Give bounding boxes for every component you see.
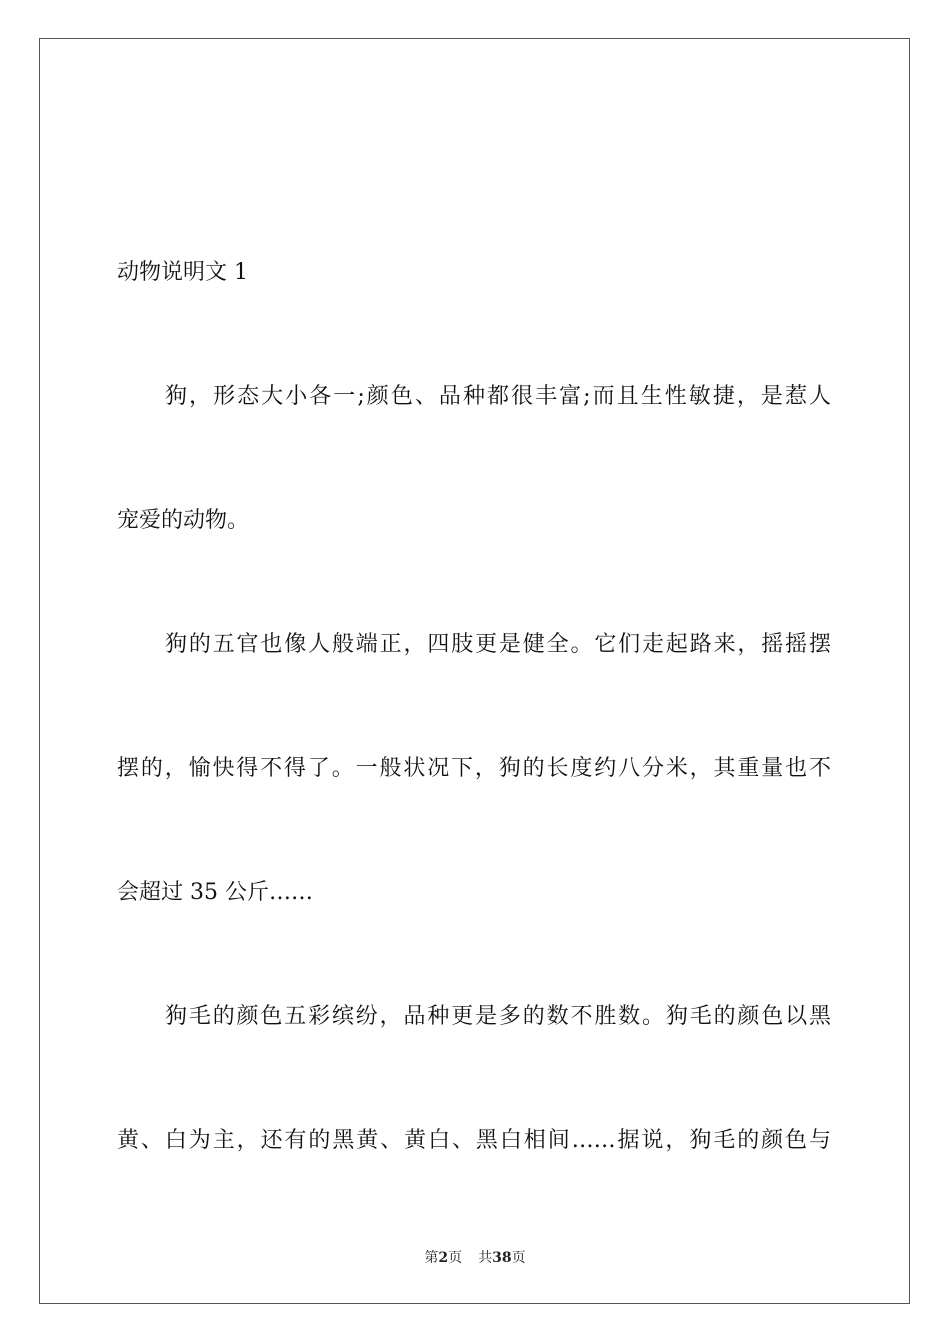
total-prefix: 共 bbox=[478, 1250, 493, 1266]
page-border bbox=[39, 38, 910, 1304]
total-pages-number: 38 bbox=[492, 1250, 512, 1266]
document-heading: 动物说明文 1 bbox=[117, 260, 248, 285]
current-page-number: 2 bbox=[438, 1250, 449, 1266]
paragraph-2-line-1: 狗的五官也像人般端正，四肢更是健全。它们走起路来，摇摇摆 bbox=[165, 632, 831, 657]
paragraph-2-line-3: 会超过 35 公斤…… bbox=[117, 880, 313, 905]
page-footer bbox=[0, 1247, 950, 1267]
page-prefix: 第 bbox=[424, 1250, 439, 1266]
paragraph-1-line-2: 宠爱的动物。 bbox=[117, 508, 250, 533]
paragraph-3-line-1: 狗毛的颜色五彩缤纷，品种更是多的数不胜数。狗毛的颜色以黑 bbox=[165, 1004, 831, 1029]
page-suffix: 页 bbox=[448, 1250, 463, 1266]
paragraph-1-line-1: 狗，形态大小各一;颜色、品种都很丰富;而且生性敏捷，是惹人 bbox=[165, 384, 831, 409]
paragraph-3-line-2: 黄、白为主，还有的黑黄、黄白、黑白相间……据说，狗毛的颜色与 bbox=[117, 1128, 831, 1153]
paragraph-2-line-2: 摆的，愉快得不得了。一般状况下，狗的长度约八分米，其重量也不 bbox=[117, 756, 831, 781]
total-suffix: 页 bbox=[511, 1250, 526, 1266]
